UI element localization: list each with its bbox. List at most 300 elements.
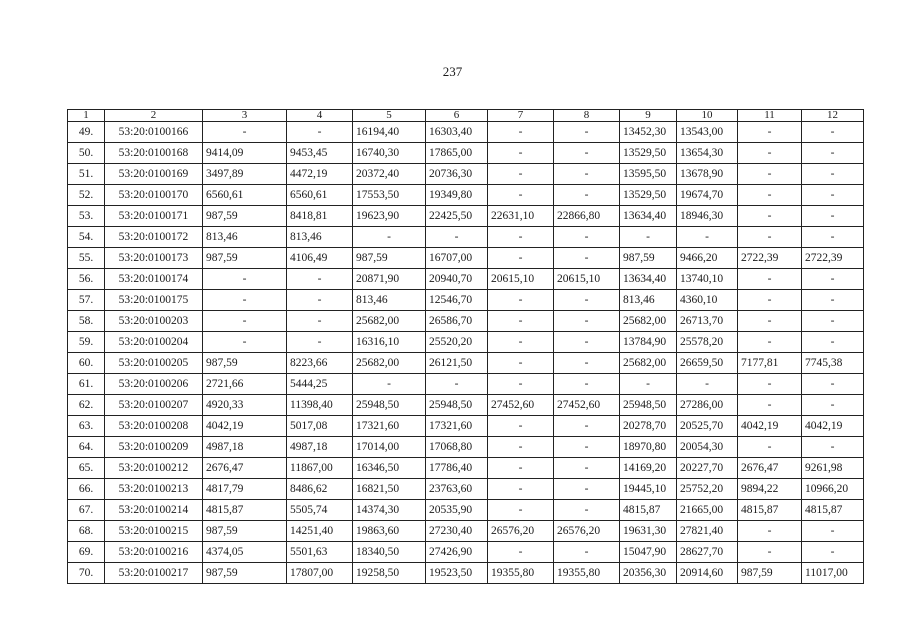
row-number-cell: 66. — [68, 479, 105, 500]
value-cell: 20356,30 — [620, 563, 677, 584]
table-row — [68, 416, 864, 437]
value-cell: 26121,50 — [426, 353, 488, 374]
value-cell: 13678,90 — [677, 164, 738, 185]
row-number-cell: 63. — [68, 416, 105, 437]
value-cell: 4042,19 — [738, 416, 802, 437]
value-cell: - — [554, 122, 620, 143]
value-cell: - — [353, 227, 426, 248]
value-cell: - — [738, 374, 802, 395]
value-cell: 2722,39 — [802, 248, 864, 269]
value-cell: 17553,50 — [353, 185, 426, 206]
value-cell: - — [488, 248, 554, 269]
row-number-cell: 51. — [68, 164, 105, 185]
value-cell: 2676,47 — [203, 458, 287, 479]
value-cell: 25948,50 — [353, 395, 426, 416]
value-cell: 17321,60 — [353, 416, 426, 437]
value-cell: - — [554, 437, 620, 458]
value-cell: - — [554, 164, 620, 185]
cadastral-code-cell: 53:20:0100173 — [105, 248, 203, 269]
value-cell: 17807,00 — [287, 563, 353, 584]
value-cell: 16194,40 — [353, 122, 426, 143]
cadastral-code-cell: 53:20:0100174 — [105, 269, 203, 290]
value-cell: 12546,70 — [426, 290, 488, 311]
cadastral-code-cell: 53:20:0100203 — [105, 311, 203, 332]
value-cell: 13595,50 — [620, 164, 677, 185]
value-cell: - — [738, 143, 802, 164]
value-cell: 20278,70 — [620, 416, 677, 437]
value-cell: 4472,19 — [287, 164, 353, 185]
value-cell: - — [554, 248, 620, 269]
row-number-cell: 59. — [68, 332, 105, 353]
value-cell: 4360,10 — [677, 290, 738, 311]
value-cell: - — [488, 311, 554, 332]
value-cell: - — [353, 374, 426, 395]
cadastral-code-cell: 53:20:0100168 — [105, 143, 203, 164]
value-cell: 813,46 — [287, 227, 353, 248]
value-cell: 25682,00 — [353, 353, 426, 374]
value-cell: 4042,19 — [203, 416, 287, 437]
value-cell: 26659,50 — [677, 353, 738, 374]
column-header: 9 — [620, 110, 677, 122]
cadastral-code-cell: 53:20:0100212 — [105, 458, 203, 479]
value-cell: - — [554, 374, 620, 395]
table-row — [68, 395, 864, 416]
value-cell: 17014,00 — [353, 437, 426, 458]
value-cell: 19674,70 — [677, 185, 738, 206]
value-cell: 14169,20 — [620, 458, 677, 479]
value-cell: 27452,60 — [488, 395, 554, 416]
value-cell: 28627,70 — [677, 542, 738, 563]
value-cell: - — [677, 227, 738, 248]
value-cell: 23763,60 — [426, 479, 488, 500]
cadastral-code-cell: 53:20:0100209 — [105, 437, 203, 458]
value-cell: 13740,10 — [677, 269, 738, 290]
value-cell: - — [554, 500, 620, 521]
value-cell: - — [488, 374, 554, 395]
value-cell: 22866,80 — [554, 206, 620, 227]
value-cell: 987,59 — [353, 248, 426, 269]
table-row — [68, 290, 864, 311]
value-cell: - — [554, 479, 620, 500]
value-cell: 16821,50 — [353, 479, 426, 500]
row-number-cell: 68. — [68, 521, 105, 542]
value-cell: - — [488, 353, 554, 374]
value-cell: 13529,50 — [620, 143, 677, 164]
table-row — [68, 479, 864, 500]
value-cell: - — [488, 416, 554, 437]
value-cell: 987,59 — [203, 248, 287, 269]
value-cell: 813,46 — [620, 290, 677, 311]
value-cell: 20227,70 — [677, 458, 738, 479]
value-cell: - — [203, 332, 287, 353]
value-cell: 11867,00 — [287, 458, 353, 479]
value-cell: - — [488, 227, 554, 248]
value-cell: 6560,61 — [203, 185, 287, 206]
value-cell: - — [554, 416, 620, 437]
column-header: 12 — [802, 110, 864, 122]
table-row — [68, 332, 864, 353]
value-cell: 13784,90 — [620, 332, 677, 353]
value-cell: 8223,66 — [287, 353, 353, 374]
value-cell: - — [802, 122, 864, 143]
value-cell: 27230,40 — [426, 521, 488, 542]
value-cell: 25578,20 — [677, 332, 738, 353]
value-cell: - — [738, 311, 802, 332]
value-cell: - — [802, 521, 864, 542]
value-cell: - — [287, 332, 353, 353]
value-cell: - — [554, 290, 620, 311]
column-header: 10 — [677, 110, 738, 122]
cadastral-code-cell: 53:20:0100213 — [105, 479, 203, 500]
value-cell: 27286,00 — [677, 395, 738, 416]
value-cell: 5501,63 — [287, 542, 353, 563]
table-header — [68, 110, 864, 122]
value-cell: 14374,30 — [353, 500, 426, 521]
value-cell: - — [203, 269, 287, 290]
value-cell: 20615,10 — [488, 269, 554, 290]
value-cell: 16303,40 — [426, 122, 488, 143]
value-cell: - — [287, 122, 353, 143]
value-cell: 25948,50 — [620, 395, 677, 416]
value-cell: - — [554, 542, 620, 563]
value-cell: 8486,62 — [287, 479, 353, 500]
value-cell: - — [738, 227, 802, 248]
cadastral-code-cell: 53:20:0100205 — [105, 353, 203, 374]
row-number-cell: 57. — [68, 290, 105, 311]
value-cell: - — [488, 437, 554, 458]
value-cell: 2722,39 — [738, 248, 802, 269]
value-cell: 987,59 — [203, 206, 287, 227]
row-number-cell: 70. — [68, 563, 105, 584]
column-header: 5 — [353, 110, 426, 122]
value-cell: - — [488, 500, 554, 521]
value-cell: 17786,40 — [426, 458, 488, 479]
value-cell: 20871,90 — [353, 269, 426, 290]
header-row — [68, 110, 864, 122]
value-cell: - — [488, 458, 554, 479]
value-cell: - — [738, 290, 802, 311]
table-row — [68, 563, 864, 584]
value-cell: 25682,00 — [620, 311, 677, 332]
value-cell: 4042,19 — [802, 416, 864, 437]
value-cell: 25520,20 — [426, 332, 488, 353]
value-cell: 20525,70 — [677, 416, 738, 437]
value-cell: 22425,50 — [426, 206, 488, 227]
value-cell: - — [738, 521, 802, 542]
value-cell: 20615,10 — [554, 269, 620, 290]
table-row — [68, 542, 864, 563]
value-cell: 16707,00 — [426, 248, 488, 269]
value-cell: - — [738, 122, 802, 143]
value-cell: 4374,05 — [203, 542, 287, 563]
table-row — [68, 164, 864, 185]
value-cell: - — [802, 206, 864, 227]
value-cell: - — [488, 164, 554, 185]
data-table — [67, 109, 864, 584]
value-cell: 987,59 — [203, 353, 287, 374]
table-row — [68, 458, 864, 479]
value-cell: - — [554, 143, 620, 164]
table-row — [68, 311, 864, 332]
value-cell: - — [802, 227, 864, 248]
value-cell: - — [738, 395, 802, 416]
column-header: 7 — [488, 110, 554, 122]
value-cell: 19355,80 — [554, 563, 620, 584]
row-number-cell: 52. — [68, 185, 105, 206]
value-cell: 16740,30 — [353, 143, 426, 164]
value-cell: 26586,70 — [426, 311, 488, 332]
value-cell: - — [738, 164, 802, 185]
cadastral-code-cell: 53:20:0100214 — [105, 500, 203, 521]
row-number-cell: 67. — [68, 500, 105, 521]
cadastral-code-cell: 53:20:0100166 — [105, 122, 203, 143]
value-cell: - — [802, 164, 864, 185]
column-header: 1 — [68, 110, 105, 122]
value-cell: 18970,80 — [620, 437, 677, 458]
value-cell: 17865,00 — [426, 143, 488, 164]
value-cell: 19523,50 — [426, 563, 488, 584]
cadastral-code-cell: 53:20:0100175 — [105, 290, 203, 311]
table-row — [68, 500, 864, 521]
value-cell: 13543,00 — [677, 122, 738, 143]
row-number-cell: 49. — [68, 122, 105, 143]
value-cell: - — [802, 395, 864, 416]
value-cell: - — [802, 374, 864, 395]
value-cell: 26576,20 — [488, 521, 554, 542]
value-cell: - — [738, 542, 802, 563]
value-cell: 27426,90 — [426, 542, 488, 563]
value-cell: 5017,08 — [287, 416, 353, 437]
value-cell: 20372,40 — [353, 164, 426, 185]
value-cell: - — [426, 227, 488, 248]
value-cell: 9453,45 — [287, 143, 353, 164]
value-cell: 987,59 — [203, 521, 287, 542]
value-cell: 19631,30 — [620, 521, 677, 542]
row-number-cell: 58. — [68, 311, 105, 332]
value-cell: 26713,70 — [677, 311, 738, 332]
value-cell: 20914,60 — [677, 563, 738, 584]
value-cell: - — [203, 311, 287, 332]
value-cell: 987,59 — [738, 563, 802, 584]
cadastral-code-cell: 53:20:0100216 — [105, 542, 203, 563]
value-cell: 7745,38 — [802, 353, 864, 374]
row-number-cell: 50. — [68, 143, 105, 164]
value-cell: 19863,60 — [353, 521, 426, 542]
value-cell: 13654,30 — [677, 143, 738, 164]
value-cell: 4815,87 — [620, 500, 677, 521]
value-cell: - — [554, 458, 620, 479]
value-cell: - — [802, 269, 864, 290]
value-cell: - — [287, 269, 353, 290]
cadastral-code-cell: 53:20:0100208 — [105, 416, 203, 437]
table-row — [68, 269, 864, 290]
value-cell: 4815,87 — [802, 500, 864, 521]
value-cell: 25682,00 — [620, 353, 677, 374]
row-number-cell: 53. — [68, 206, 105, 227]
value-cell: - — [738, 206, 802, 227]
value-cell: - — [620, 227, 677, 248]
value-cell: 21665,00 — [677, 500, 738, 521]
value-cell: - — [488, 542, 554, 563]
value-cell: - — [738, 185, 802, 206]
cadastral-code-cell: 53:20:0100171 — [105, 206, 203, 227]
cadastral-code-cell: 53:20:0100215 — [105, 521, 203, 542]
value-cell: - — [620, 374, 677, 395]
column-header: 4 — [287, 110, 353, 122]
cadastral-code-cell: 53:20:0100206 — [105, 374, 203, 395]
row-number-cell: 54. — [68, 227, 105, 248]
value-cell: 18340,50 — [353, 542, 426, 563]
table-row — [68, 521, 864, 542]
value-cell: - — [802, 332, 864, 353]
value-cell: 813,46 — [353, 290, 426, 311]
value-cell: 987,59 — [620, 248, 677, 269]
value-cell: 25948,50 — [426, 395, 488, 416]
value-cell: - — [287, 311, 353, 332]
table-row — [68, 143, 864, 164]
value-cell: 13529,50 — [620, 185, 677, 206]
value-cell: - — [554, 332, 620, 353]
value-cell: 13634,40 — [620, 269, 677, 290]
value-cell: 813,46 — [203, 227, 287, 248]
column-header: 8 — [554, 110, 620, 122]
value-cell: 5505,74 — [287, 500, 353, 521]
value-cell: 16346,50 — [353, 458, 426, 479]
value-cell: 22631,10 — [488, 206, 554, 227]
value-cell: 26576,20 — [554, 521, 620, 542]
value-cell: - — [554, 227, 620, 248]
table-row — [68, 374, 864, 395]
row-number-cell: 65. — [68, 458, 105, 479]
table-row — [68, 185, 864, 206]
cadastral-code-cell: 53:20:0100204 — [105, 332, 203, 353]
table-row — [68, 206, 864, 227]
value-cell: 6560,61 — [287, 185, 353, 206]
row-number-cell: 62. — [68, 395, 105, 416]
value-cell: 25752,20 — [677, 479, 738, 500]
value-cell: 5444,25 — [287, 374, 353, 395]
value-cell: 7177,81 — [738, 353, 802, 374]
value-cell: - — [802, 437, 864, 458]
value-cell: - — [738, 269, 802, 290]
value-cell: - — [802, 185, 864, 206]
value-cell: 17321,60 — [426, 416, 488, 437]
column-header: 3 — [203, 110, 287, 122]
value-cell: - — [738, 332, 802, 353]
value-cell: 20054,30 — [677, 437, 738, 458]
value-cell: 9261,98 — [802, 458, 864, 479]
value-cell: - — [802, 143, 864, 164]
cadastral-code-cell: 53:20:0100170 — [105, 185, 203, 206]
row-number-cell: 64. — [68, 437, 105, 458]
value-cell: 14251,40 — [287, 521, 353, 542]
value-cell: 2721,66 — [203, 374, 287, 395]
value-cell: - — [488, 290, 554, 311]
value-cell: 10966,20 — [802, 479, 864, 500]
row-number-cell: 60. — [68, 353, 105, 374]
value-cell: 2676,47 — [738, 458, 802, 479]
value-cell: - — [488, 122, 554, 143]
value-cell: 4817,79 — [203, 479, 287, 500]
value-cell: 27821,40 — [677, 521, 738, 542]
value-cell: 4815,87 — [203, 500, 287, 521]
value-cell: - — [488, 332, 554, 353]
value-cell: - — [203, 122, 287, 143]
value-cell: 987,59 — [203, 563, 287, 584]
value-cell: 4987,18 — [287, 437, 353, 458]
value-cell: 3497,89 — [203, 164, 287, 185]
table-body — [68, 122, 864, 584]
cadastral-code-cell: 53:20:0100169 — [105, 164, 203, 185]
value-cell: 19355,80 — [488, 563, 554, 584]
value-cell: 13452,30 — [620, 122, 677, 143]
column-header: 2 — [105, 110, 203, 122]
cadastral-code-cell: 53:20:0100207 — [105, 395, 203, 416]
value-cell: - — [802, 542, 864, 563]
value-cell: - — [287, 290, 353, 311]
value-cell: 8418,81 — [287, 206, 353, 227]
value-cell: 4106,49 — [287, 248, 353, 269]
column-header: 6 — [426, 110, 488, 122]
value-cell: 15047,90 — [620, 542, 677, 563]
column-header: 11 — [738, 110, 802, 122]
value-cell: 4987,18 — [203, 437, 287, 458]
table-row — [68, 248, 864, 269]
value-cell: 25682,00 — [353, 311, 426, 332]
value-cell: 19445,10 — [620, 479, 677, 500]
value-cell: 9894,22 — [738, 479, 802, 500]
value-cell: - — [426, 374, 488, 395]
value-cell: 20535,90 — [426, 500, 488, 521]
table-row — [68, 227, 864, 248]
value-cell: 17068,80 — [426, 437, 488, 458]
value-cell: 18946,30 — [677, 206, 738, 227]
value-cell: 4815,87 — [738, 500, 802, 521]
value-cell: - — [203, 290, 287, 311]
value-cell: - — [554, 311, 620, 332]
value-cell: 11017,00 — [802, 563, 864, 584]
value-cell: 27452,60 — [554, 395, 620, 416]
cadastral-code-cell: 53:20:0100172 — [105, 227, 203, 248]
value-cell: 9466,20 — [677, 248, 738, 269]
table-row — [68, 353, 864, 374]
value-cell: 20736,30 — [426, 164, 488, 185]
value-cell: - — [738, 437, 802, 458]
value-cell: - — [677, 374, 738, 395]
value-cell: 13634,40 — [620, 206, 677, 227]
value-cell: - — [554, 185, 620, 206]
table-row — [68, 122, 864, 143]
page-number: 237 — [442, 64, 463, 79]
row-number-cell: 55. — [68, 248, 105, 269]
value-cell: 19258,50 — [353, 563, 426, 584]
table-row — [68, 437, 864, 458]
value-cell: - — [802, 311, 864, 332]
value-cell: - — [554, 353, 620, 374]
value-cell: 4920,33 — [203, 395, 287, 416]
value-cell: 9414,09 — [203, 143, 287, 164]
cadastral-code-cell: 53:20:0100217 — [105, 563, 203, 584]
value-cell: - — [488, 479, 554, 500]
value-cell: 20940,70 — [426, 269, 488, 290]
row-number-cell: 69. — [68, 542, 105, 563]
row-number-cell: 56. — [68, 269, 105, 290]
value-cell: 16316,10 — [353, 332, 426, 353]
value-cell: - — [802, 290, 864, 311]
value-cell: 19623,90 — [353, 206, 426, 227]
value-cell: 11398,40 — [287, 395, 353, 416]
value-cell: 19349,80 — [426, 185, 488, 206]
